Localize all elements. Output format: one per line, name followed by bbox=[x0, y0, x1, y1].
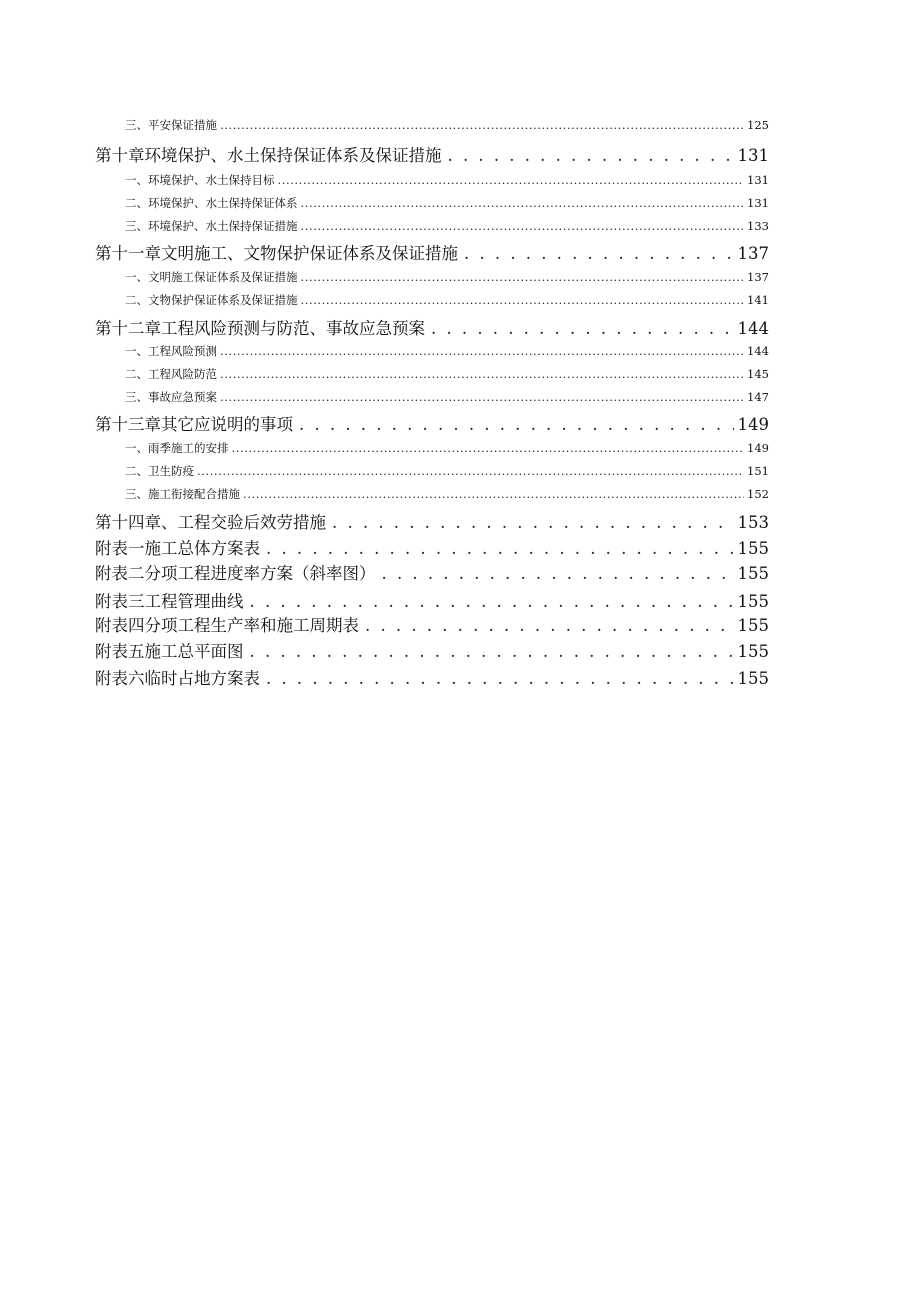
toc-dot-leader bbox=[464, 244, 734, 263]
toc-dot-leader bbox=[266, 539, 734, 558]
toc-entry[interactable] bbox=[125, 218, 769, 234]
toc-page-number: 137 bbox=[737, 244, 769, 263]
toc-entry[interactable] bbox=[95, 638, 769, 660]
toc-entry[interactable] bbox=[125, 389, 769, 405]
toc-entry-title: 三、施工衔接配合措施 bbox=[125, 487, 240, 501]
toc-dot-leader bbox=[220, 118, 744, 132]
toc-entry-title: 二、卫生防疫 bbox=[125, 464, 194, 478]
toc-page-number: 125 bbox=[747, 118, 769, 132]
toc-dot-leader bbox=[250, 592, 734, 611]
toc-dot-leader bbox=[332, 513, 734, 532]
toc-entry[interactable] bbox=[125, 343, 769, 359]
toc-dot-leader bbox=[365, 616, 734, 635]
toc-dot-leader bbox=[299, 415, 734, 434]
toc-entry[interactable] bbox=[95, 588, 769, 610]
toc-entry[interactable] bbox=[125, 195, 769, 211]
toc-dot-leader bbox=[220, 390, 744, 404]
toc-page-number: 141 bbox=[747, 293, 769, 307]
toc-page-number: 131 bbox=[747, 196, 769, 210]
toc-entry-title: 第十一章文明施工、文物保护保证体系及保证措施 bbox=[95, 244, 458, 263]
toc-page-number: 151 bbox=[747, 464, 769, 478]
toc-entry-title: 附表六临时占地方案表 bbox=[95, 669, 260, 688]
toc-entry-title: 附表三工程管理曲线 bbox=[95, 592, 244, 611]
toc-entry[interactable] bbox=[125, 269, 769, 285]
toc-dot-leader bbox=[431, 319, 734, 338]
toc-page-number: 155 bbox=[737, 592, 769, 611]
toc-page-number: 149 bbox=[737, 415, 769, 434]
toc-page-number: 152 bbox=[747, 487, 769, 501]
toc-dot-leader bbox=[301, 270, 745, 284]
toc-entry-title: 三、环境保护、水土保持保证措施 bbox=[125, 219, 298, 233]
toc-dot-leader bbox=[220, 344, 744, 358]
toc-entry[interactable] bbox=[125, 172, 769, 188]
toc-entry[interactable] bbox=[95, 509, 769, 531]
toc-dot-leader bbox=[197, 464, 744, 478]
toc-entry-title: 附表二分项工程进度率方案（斜率图） bbox=[95, 564, 376, 583]
toc-entry-title: 三、平安保证措施 bbox=[125, 118, 217, 132]
toc-entry[interactable] bbox=[125, 292, 769, 308]
toc-entry[interactable] bbox=[125, 486, 769, 502]
toc-entry[interactable] bbox=[95, 612, 769, 634]
toc-entry[interactable] bbox=[95, 240, 769, 262]
toc-page-number: 149 bbox=[747, 441, 769, 455]
toc-page-number: 155 bbox=[737, 642, 769, 661]
toc-dot-leader bbox=[278, 173, 745, 187]
toc-page-number: 144 bbox=[747, 344, 769, 358]
toc-dot-leader bbox=[301, 196, 745, 210]
toc-entry[interactable] bbox=[125, 117, 769, 133]
toc-page-number: 133 bbox=[747, 219, 769, 233]
toc-dot-leader bbox=[243, 487, 744, 501]
toc-entry[interactable] bbox=[125, 440, 769, 456]
toc-entry-title: 一、文明施工保证体系及保证措施 bbox=[125, 270, 298, 284]
toc-entry-title: 三、事故应急预案 bbox=[125, 390, 217, 404]
toc-entry[interactable] bbox=[95, 665, 769, 687]
toc-entry-title: 二、工程风险防范 bbox=[125, 367, 217, 381]
toc-entry[interactable] bbox=[95, 411, 769, 433]
toc-entry-title: 附表五施工总平面图 bbox=[95, 642, 244, 661]
toc-dot-leader bbox=[220, 367, 744, 381]
toc-page-number: 155 bbox=[737, 539, 769, 558]
toc-entry-title: 二、文物保护保证体系及保证措施 bbox=[125, 293, 298, 307]
toc-dot-leader bbox=[382, 564, 734, 583]
toc-page-number: 153 bbox=[737, 513, 769, 532]
toc-entry-title: 附表一施工总体方案表 bbox=[95, 539, 260, 558]
toc-entry-title: 第十二章工程风险预测与防范、事故应急预案 bbox=[95, 319, 425, 338]
toc-entry[interactable] bbox=[95, 315, 769, 337]
toc-entry[interactable] bbox=[125, 366, 769, 382]
toc-page-number: 155 bbox=[737, 616, 769, 635]
toc-dot-leader bbox=[448, 146, 734, 165]
toc-entry[interactable] bbox=[125, 463, 769, 479]
toc-dot-leader bbox=[266, 669, 734, 688]
toc-entry-title: 第十章环境保护、水土保持保证体系及保证措施 bbox=[95, 146, 442, 165]
toc-page-number: 145 bbox=[747, 367, 769, 381]
toc-entry-title: 一、雨季施工的安排 bbox=[125, 441, 229, 455]
toc-entry[interactable] bbox=[95, 535, 769, 557]
toc-entry-title: 一、工程风险预测 bbox=[125, 344, 217, 358]
toc-entry[interactable] bbox=[95, 560, 769, 582]
toc-entry-title: 一、环境保护、水土保持目标 bbox=[125, 173, 275, 187]
toc-page-number: 155 bbox=[737, 669, 769, 688]
toc-entry-title: 第十四章、工程交验后效劳措施 bbox=[95, 513, 326, 532]
toc-page-number: 147 bbox=[747, 390, 769, 404]
toc-page-number: 155 bbox=[737, 564, 769, 583]
toc-page-number: 144 bbox=[737, 319, 769, 338]
toc-page-number: 137 bbox=[747, 270, 769, 284]
toc-dot-leader bbox=[250, 642, 734, 661]
toc-page-number: 131 bbox=[737, 146, 769, 165]
toc-dot-leader bbox=[301, 219, 745, 233]
toc-page-number: 131 bbox=[747, 173, 769, 187]
toc-entry[interactable] bbox=[95, 142, 769, 164]
toc-entry-title: 二、环境保护、水土保持保证体系 bbox=[125, 196, 298, 210]
toc-dot-leader bbox=[301, 293, 745, 307]
toc-dot-leader bbox=[232, 441, 745, 455]
toc-entry-title: 附表四分项工程生产率和施工周期表 bbox=[95, 616, 359, 635]
toc-entry-title: 第十三章其它应说明的事项 bbox=[95, 415, 293, 434]
